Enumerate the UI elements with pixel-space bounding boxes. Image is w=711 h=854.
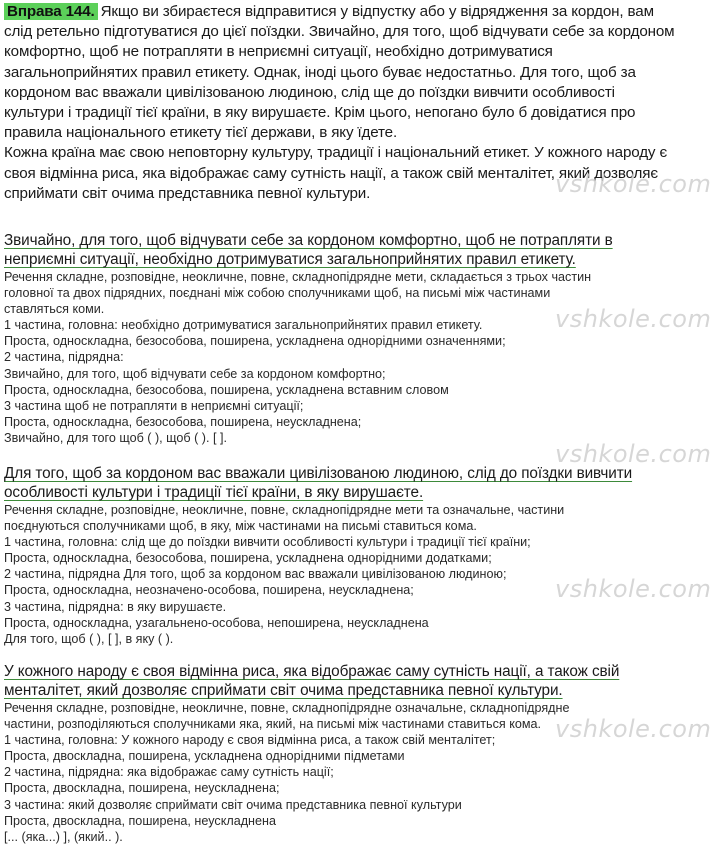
sentence-1-text: Звичайно, для того, щоб відчувати себе за кордоном комфортно, щоб не потрапляти в неприємні ситуації, необхідно дотримуватися загальноприйнятих правил етикету. bbox=[4, 232, 613, 268]
watermark: vshkole.com bbox=[555, 715, 711, 743]
analysis-line: 3 частина щоб не потрапляти в неприємні ситуації; bbox=[4, 398, 304, 413]
sentence-analysis-2 bbox=[4, 464, 678, 647]
analysis-line: ставляться коми. bbox=[4, 302, 105, 317]
analysis-line: Проста, двоскладна, поширена, неускладнена; bbox=[4, 781, 280, 796]
sentence-3-text: У кожного народу є своя відмінна риса, яка відображає саму сутність нації, а також свій менталітет, який дозволяє сприймати світ очима представника певної культури. bbox=[4, 663, 620, 699]
analysis-line: Проста, двоскладна, поширена, неускладнена bbox=[4, 813, 276, 828]
analysis-line: Проста, односкладна, безособова, поширена, ускладнена однорідними означеннями; bbox=[4, 334, 506, 349]
analysis-line: 2 частина, підрядна: bbox=[4, 350, 124, 365]
sentence-2-text: Для того, щоб за кордоном вас вважали цивілізованою людиною, слід до поїздки вивчити особливості культури і традиції тієї країни, в яку вирушаєте. bbox=[4, 465, 633, 501]
analysis-line: 2 частина, підрядна: яка відображає саму сутність нації; bbox=[4, 765, 334, 780]
analysis-line: 3 частина: який дозволяє сприймати світ очима представника певної культури bbox=[4, 797, 462, 812]
analysis-line: [... (яка...) ], (який.. ). bbox=[4, 829, 123, 844]
analysis-line: Речення складне, розповідне, неокличне, повне, складнопідрядне мети та означальне, частини bbox=[4, 503, 565, 517]
analysis-line: Речення складне, розповідне, неокличне, повне, складнопідрядне означальне, складнопідрядне bbox=[4, 701, 570, 715]
analysis-line: Проста, двоскладна, поширена, ускладнена однорідними підметами bbox=[4, 749, 405, 764]
analysis-line: 3 частина, підрядна: в яку вирушаєте. bbox=[4, 599, 227, 614]
intro-paragraph-2: Кожна країна має свою неповторну культуру, традиції і національний етикет. У кожного народу є своя відмінна риса, яка відображає саму сутність нації, а також свій менталітет, який дозволяє сприймати світ очима представника певної культури. bbox=[4, 144, 668, 202]
analysis-line: Звичайно, для того, щоб відчувати себе за кордоном комфортно; bbox=[4, 366, 386, 381]
analysis-line: Для того, щоб ( ), [ ], в яку ( ). bbox=[4, 631, 174, 646]
analysis-line: 1 частина, головна: слід ще до поїздки вивчити особливості культури і традиції тієї країни; bbox=[4, 535, 531, 550]
watermark: vshkole.com bbox=[555, 170, 711, 198]
analysis-line: Проста, односкладна, неозначено-особова, поширена, неускладнена; bbox=[4, 583, 414, 598]
exercise-number-badge: Вправа 144. bbox=[4, 3, 98, 20]
sentence-1-analysis bbox=[4, 269, 678, 446]
analysis-line: 1 частина, головна: необхідно дотримуватися загальноприйнятих правил етикету. bbox=[4, 318, 483, 333]
sentence-analysis-1 bbox=[4, 231, 678, 446]
analysis-line: Звичайно, для того щоб ( ), щоб ( ). [ ]. bbox=[4, 430, 227, 445]
intro-paragraph: Якщо ви збираєтеся відправитися у відпустку або у відрядження за кордон, вам слід ретельно підготуватися до цієї поїздки. Звичайно, для того, щоб відчувати себе за кордоном комфортно, щоб не потрапляти в неприємні ситуації, необхідно дотримуватися загальноприйнятих правил етикету. Однак, іноді цього буває недостатньо. Для того, щоб за кордоном вас вважали цивілізованою людиною, слід ще до поїздки вивчити особливості культури і традиції тієї країни, в яку вирушаєте. Крім цього, непогано було б довідатися про правила національного етикету тієї держави, в яку їдете. bbox=[4, 3, 675, 142]
analysis-line: 2 частина, підрядна Для того, щоб за кордоном вас вважали цивілізованою людиною; bbox=[4, 567, 507, 582]
analysis-line: Проста, односкладна, безособова, поширена, неускладнена; bbox=[4, 414, 362, 429]
sentence-analysis-3 bbox=[4, 662, 678, 845]
analysis-line: Проста, односкладна, узагальнено-особова, непоширена, неускладнена bbox=[4, 615, 429, 630]
watermark: vshkole.com bbox=[555, 305, 711, 333]
analysis-line: головної та двох підрядних, поєднані між собою сполучниками щоб, на письмі між частинами bbox=[4, 286, 551, 301]
watermark: vshkole.com bbox=[555, 575, 711, 603]
analysis-line: частини, розподіляються сполучниками яка, який, на письмі між частинами ставиться кома. bbox=[4, 717, 542, 732]
analysis-line: 1 частина, головна: У кожного народу є своя відмінна риса, а також свій менталітет; bbox=[4, 733, 496, 748]
analysis-line: Речення складне, розповідне, неокличне, повне, складнопідрядне мети, складається з трьох частин bbox=[4, 270, 592, 284]
watermark: vshkole.com bbox=[555, 440, 711, 468]
analysis-line: Проста, односкладна, безособова, поширена, ускладнена вставним словом bbox=[4, 382, 449, 397]
analysis-line: Проста, односкладна, безособова, поширена, ускладнена однорідними додатками; bbox=[4, 551, 492, 566]
analysis-line: поєднуються сполучниками щоб, в яку, між частинами на письмі ставиться кома. bbox=[4, 519, 477, 534]
